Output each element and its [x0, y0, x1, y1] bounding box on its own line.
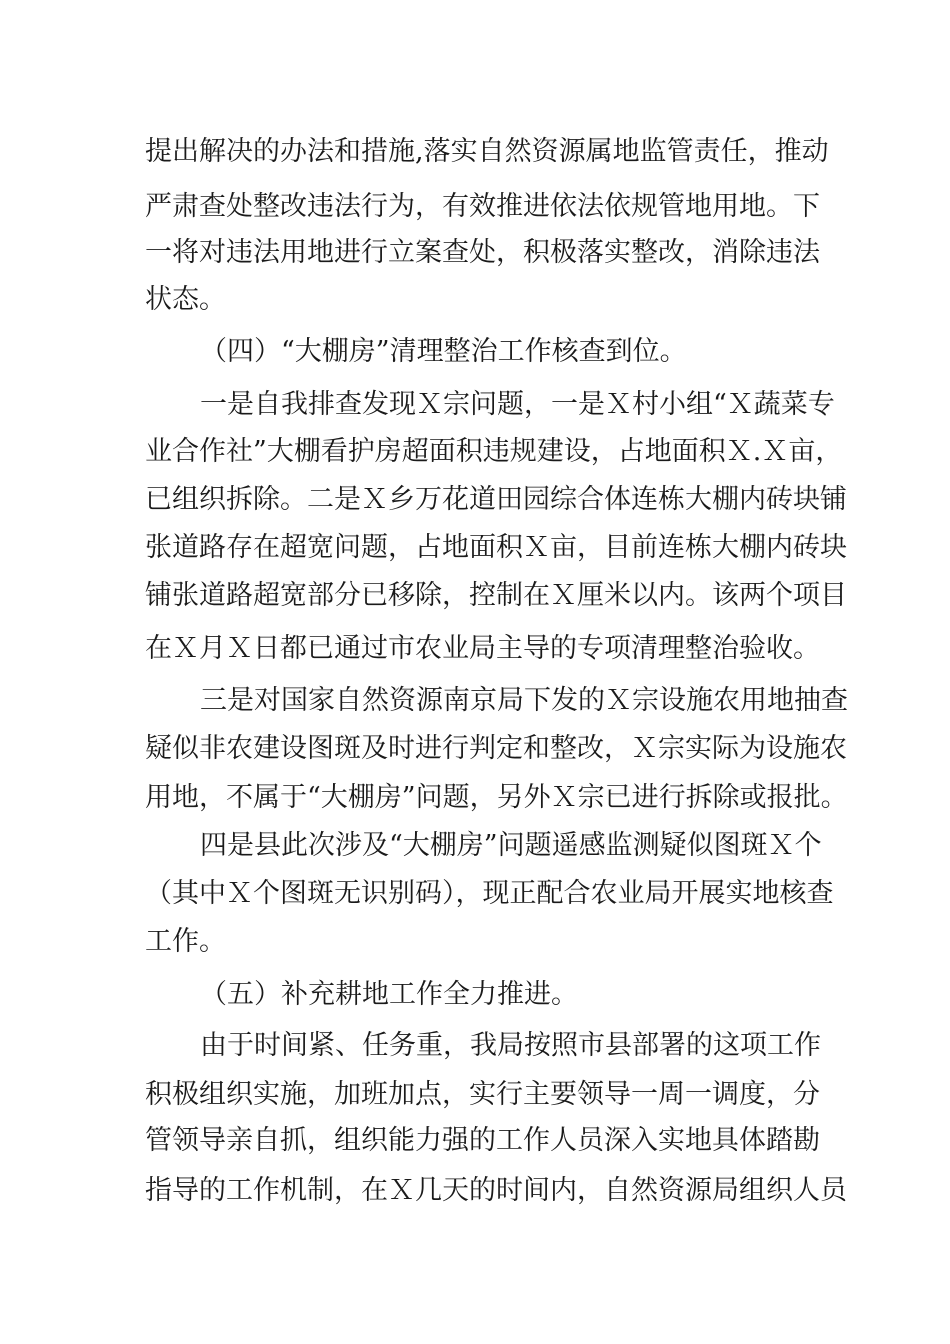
section-heading-5: （五）补充耕地工作全力推进。: [200, 979, 578, 1010]
body-text-line: 四是县此次涉及“大棚房”问题遥感监测疑似图斑Ｘ个: [200, 830, 822, 861]
body-text-line: 管领导亲自抓，组织能力强的工作人员深入实地具体踏勘: [145, 1125, 820, 1156]
body-text-line: 严肃查处整改违法行为，有效推进依法依规管地用地。下: [145, 191, 820, 222]
body-text-line: 铺张道路超宽部分已移除，控制在Ｘ厘米以内。该两个项目: [145, 580, 847, 611]
body-text-line: 张道路存在超宽问题，占地面积Ｘ亩，目前连栋大棚内砖块: [145, 532, 847, 563]
body-text-line: 三是对国家自然资源南京局下发的Ｘ宗设施农用地抽查: [200, 685, 848, 716]
body-text-line: 业合作社”大棚看护房超面积违规建设，占地面积Ｘ.Ｘ亩，: [145, 436, 843, 467]
body-text-line: 已组织拆除。二是Ｘ乡万花道田园综合体连栋大棚内砖块铺: [145, 484, 847, 515]
body-text-line: 一是自我排查发现Ｘ宗问题，一是Ｘ村小组“Ｘ蔬菜专: [200, 389, 835, 420]
body-text-line: 积极组织实施，加班加点，实行主要领导一周一调度，分: [145, 1079, 820, 1110]
body-text-line: 由于时间紧、任务重，我局按照市县部署的这项工作: [200, 1030, 821, 1061]
body-text-line: 一将对违法用地进行立案查处，积极落实整改，消除违法: [145, 237, 820, 268]
body-text-line: 在Ｘ月Ｘ日都已通过市农业局主导的专项清理整治验收。: [145, 633, 820, 664]
body-text-line: 用地，不属于“大棚房”问题，另外Ｘ宗已进行拆除或报批。: [145, 782, 848, 813]
body-text-line: 状态。: [145, 284, 226, 315]
body-text-line: 工作。: [145, 926, 226, 957]
body-text-line: 提出解决的办法和措施,落实自然资源属地监管责任，推动: [145, 136, 829, 167]
body-text-line: （其中Ｘ个图斑无识别码），现正配合农业局开展实地核查: [145, 878, 834, 909]
body-text-line: 疑似非农建设图斑及时进行判定和整改，Ｘ宗实际为设施农: [145, 733, 847, 764]
body-text-line: 指导的工作机制，在Ｘ几天的时间内，自然资源局组织人员: [145, 1175, 847, 1206]
section-heading-4: （四）“大棚房”清理整治工作核查到位。: [200, 336, 687, 367]
